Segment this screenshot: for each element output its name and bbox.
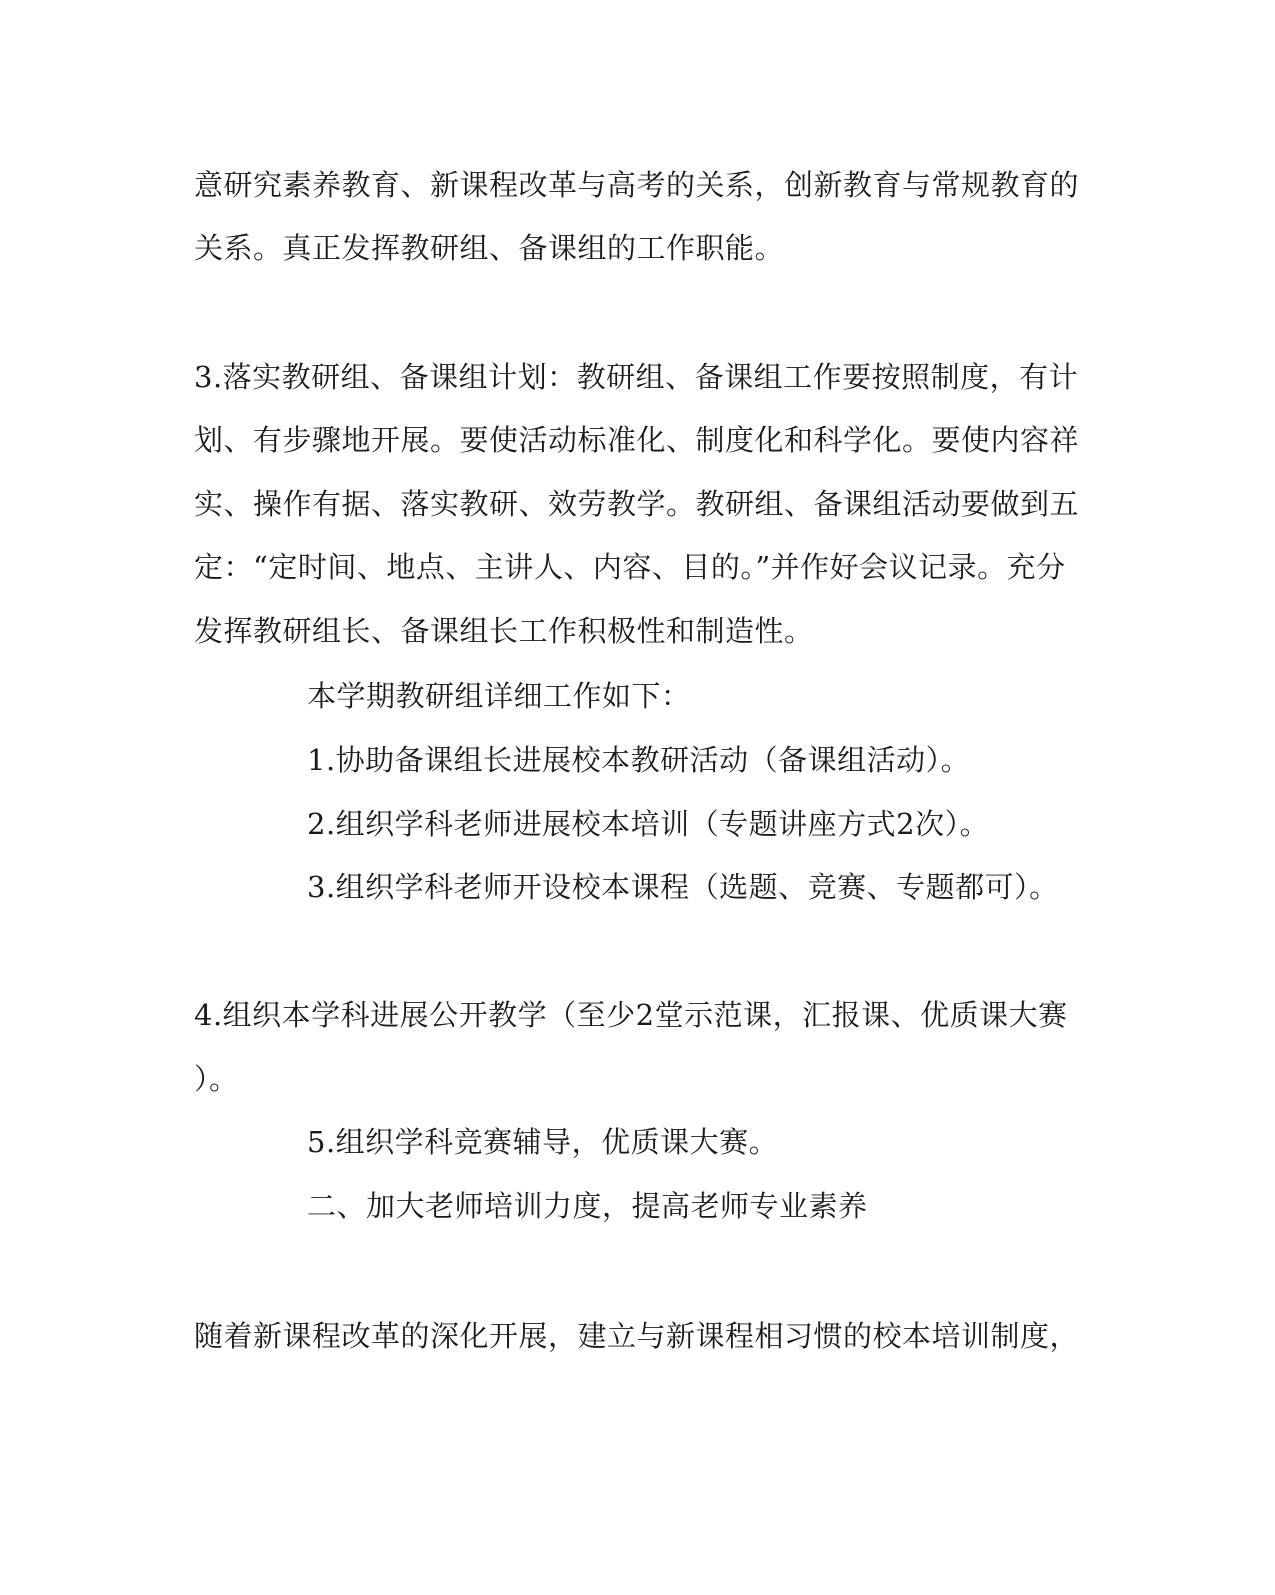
paragraph-line: 发挥教研组长、备课组长工作积极性和制造性。 [194, 614, 814, 648]
paragraph-line: 随着新课程改革的深化开展，建立与新课程相习惯的校本培训制度， [194, 1319, 1080, 1353]
paragraph-line: 划、有步骤地开展。要使活动标准化、制度化和科学化。要使内容祥 [194, 423, 1080, 457]
paragraph-line: 意研究素养教育、新课程改革与高考的关系，创新教育与常规教育的 [194, 168, 1080, 202]
list-item: 1.协助备课组长进展校本教研活动（备课组活动）。 [307, 743, 971, 777]
list-item: 4.组织本学科进展公开教学（至少2堂示范课，汇报课、优质课大赛 [194, 998, 1068, 1032]
paragraph-line: 3.落实教研组、备课组计划：教研组、备课组工作要按照制度，有计 [194, 360, 1079, 394]
paragraph-line: 关系。真正发挥教研组、备课组的工作职能。 [194, 231, 785, 265]
list-item: 5.组织学科竞赛辅导，优质课大赛。 [307, 1125, 779, 1159]
paragraph-line: 实、操作有据、落实教研、效劳教学。教研组、备课组活动要做到五 [194, 487, 1080, 521]
section-heading: 二、加大老师培训力度，提高老师专业素养 [307, 1189, 868, 1223]
list-item: 3.组织学科老师开设校本课程（选题、竞赛、专题都可）。 [307, 870, 1059, 904]
list-item-continuation: ）。 [194, 1062, 239, 1096]
list-item: 2.组织学科老师进展校本培训（专题讲座方式2次）。 [307, 807, 990, 841]
intro-line: 本学期教研组详细工作如下： [307, 679, 691, 713]
paragraph-line: 定：“定时间、地点、主讲人、内容、目的。”并作好会议记录。充分 [194, 550, 1066, 584]
